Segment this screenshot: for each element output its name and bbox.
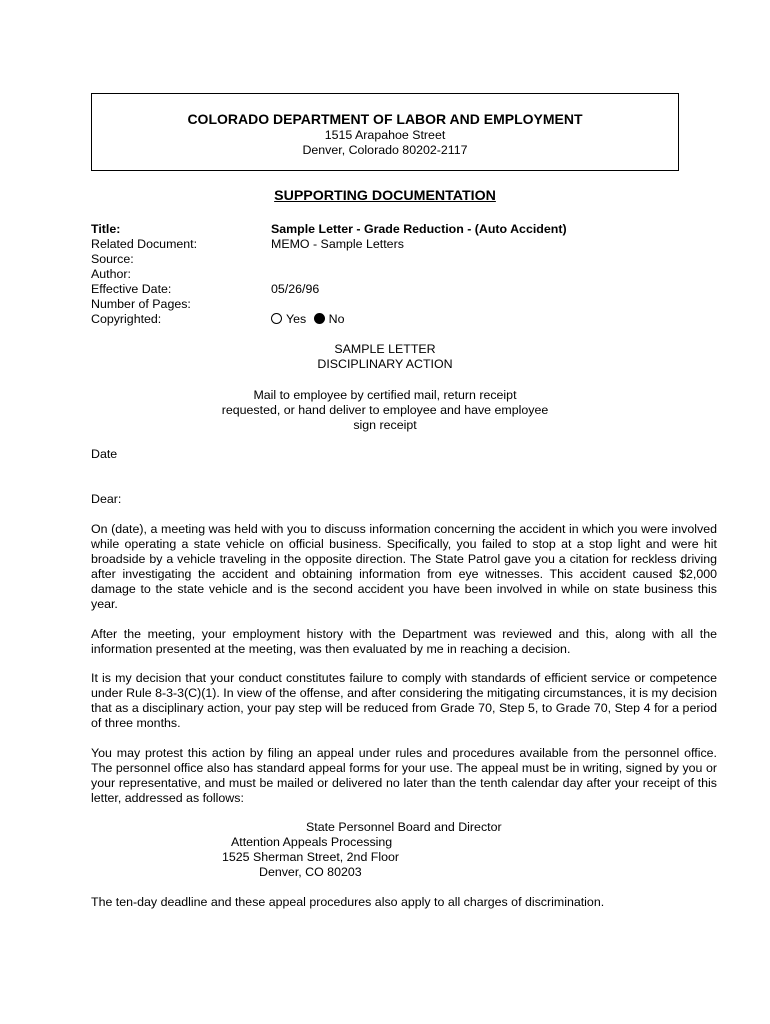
- appeal-address-block: [0, 820, 770, 880]
- meta-author-label: Author:: [91, 267, 131, 281]
- meta-pages-label: Number of Pages:: [91, 297, 191, 311]
- letter-paragraph-1: On (date), a meeting was held with you to discuss information concerning the accident in which you were involved while operating a state vehicle on official business. Specifically, you failed to stop at a stop light and were hit broadside by a vehicle traveling in the opposite direction. The State Patrol gave you a citation for reckless driving after investigating the accident and obtaining information from eye witnesses. This accident caused $2,000 damage to the state vehicle and is the second accident you have been involved in while on state business this year.: [91, 522, 717, 611]
- radio-no-label: No: [328, 312, 345, 326]
- meta-row-related: [91, 237, 691, 252]
- mailing-instructions-line1: Mail to employee by certified mail, return receipt: [253, 388, 517, 402]
- meta-source-label: Source:: [91, 252, 134, 266]
- meta-row-copyrighted: [91, 312, 691, 327]
- mailing-instructions: [0, 388, 770, 433]
- letter-title: [0, 342, 770, 372]
- meta-row-effective-date: [91, 282, 691, 297]
- meta-title-label: Title:: [91, 222, 121, 236]
- letter-title-line1: SAMPLE LETTER: [334, 342, 436, 356]
- meta-related-value: MEMO - Sample Letters: [271, 237, 404, 251]
- meta-effective-value: 05/26/96: [271, 282, 320, 296]
- radio-yes-icon[interactable]: [271, 313, 282, 324]
- radio-no-icon[interactable]: [314, 313, 325, 324]
- meta-effective-label: Effective Date:: [91, 282, 172, 296]
- address-line-2: Attention Appeals Processing: [231, 835, 393, 849]
- copyright-radio-group: [271, 312, 345, 327]
- meta-title-value: Sample Letter - Grade Reduction - (Auto Accident): [271, 222, 567, 236]
- meta-row-pages: [91, 297, 691, 312]
- letter-paragraph-3: It is my decision that your conduct constitutes failure to comply with standards of efficient service or competence under Rule 8-3-3(C)(1). In view of the offense, and after considering the mitigating circumstances, it is my decision that as a disciplinary action, your pay step will be reduced from Grade 70, Step 5, to Grade 70, Step 4 for a period of three months.: [91, 671, 717, 730]
- department-street: 1515 Arapahoe Street: [324, 128, 446, 142]
- meta-row-title: [91, 222, 691, 237]
- meta-related-label: Related Document:: [91, 237, 198, 251]
- document-metadata: [91, 222, 691, 327]
- mailing-instructions-line3: sign receipt: [353, 418, 417, 432]
- department-name: COLORADO DEPARTMENT OF LABOR AND EMPLOYMENT: [187, 111, 583, 127]
- meta-copyrighted-label: Copyrighted:: [91, 312, 162, 326]
- meta-row-author: [91, 267, 691, 282]
- radio-yes-label: Yes: [286, 312, 307, 326]
- meta-row-source: [91, 252, 691, 267]
- letter-salutation: Dear:: [91, 492, 122, 506]
- page-title: SUPPORTING DOCUMENTATION: [274, 188, 496, 204]
- letter-title-line2: DISCIPLINARY ACTION: [317, 357, 453, 371]
- letter-paragraph-5: The ten-day deadline and these appeal procedures also apply to all charges of discrimination.: [91, 895, 605, 909]
- address-line-1: State Personnel Board and Director: [306, 820, 502, 834]
- letter-paragraph-2: After the meeting, your employment history with the Department was reviewed and this, along with all the information presented at the meeting, was then evaluated by me in reaching a decision.: [91, 627, 717, 656]
- address-line-4: Denver, CO 80203: [259, 865, 362, 879]
- letter-paragraph-4: You may protest this action by filing an appeal under rules and procedures available from the personnel office. The personnel office also has standard appeal forms for your use. The appeal must be in writing, signed by you or your representative, and must be mailed or delivered no later than the tenth calendar day after your receipt of this letter, addressed as follows:: [91, 746, 717, 805]
- letter-date: Date: [91, 447, 118, 461]
- department-city: Denver, Colorado 80202-2117: [302, 143, 468, 157]
- department-header-box: [91, 93, 679, 171]
- address-line-3: 1525 Sherman Street, 2nd Floor: [222, 850, 400, 864]
- mailing-instructions-line2: requested, or hand deliver to employee and have employee: [221, 403, 549, 417]
